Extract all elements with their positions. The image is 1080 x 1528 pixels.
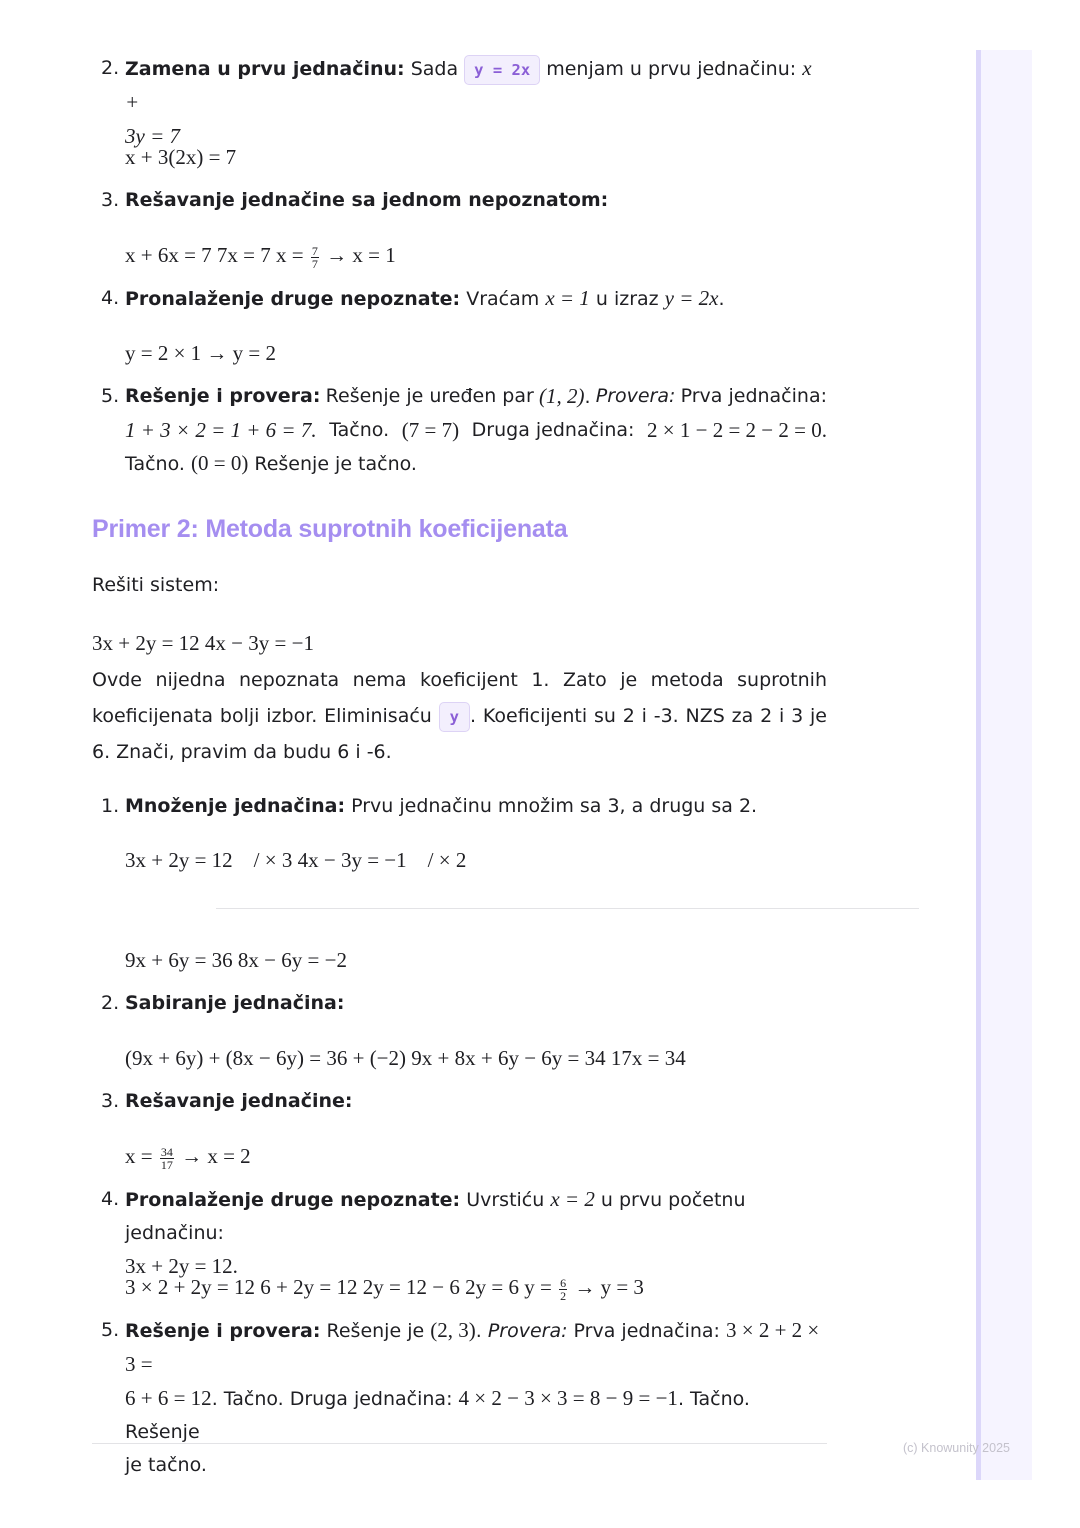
step-text: Rešenje je tačno. <box>254 453 417 475</box>
inline-math: x = 2 <box>550 1187 595 1211</box>
step-text: Vraćam <box>466 288 540 310</box>
intro-text: Rešiti sistem: <box>92 574 220 596</box>
inline-math: 1 + 3 × 2 = 1 + 6 = 7. <box>125 418 317 442</box>
step-number: 3. <box>101 1090 120 1112</box>
denominator: 2 <box>560 1288 567 1303</box>
step-title: Zamena u prvu jednačinu: <box>125 58 405 80</box>
fraction <box>559 1277 567 1302</box>
inline-math: 6 + 6 = 12 <box>125 1386 212 1410</box>
ex2-step-5 <box>92 1314 827 1482</box>
inline-code: y <box>439 702 470 732</box>
step-text: Tačno. <box>329 419 390 441</box>
right-sidebar-panel <box>976 50 1032 1480</box>
step-text: u prvu početnu jednačinu: <box>125 1189 746 1244</box>
math-part: → y = 3 <box>574 1275 644 1299</box>
step-title: Rešenje i provera: <box>125 1320 321 1342</box>
inline-math: 2 × 1 − 2 = 2 − 2 = 0. <box>647 418 827 442</box>
math-part: x + 6x = 7 7x = 7 x = <box>125 243 304 267</box>
math-equation: y = 2 × 1 → y = 2 <box>125 341 277 365</box>
step-title: Rešenje i provera: <box>125 385 321 407</box>
step-text: . Tačno. Rešenje <box>125 1388 750 1443</box>
step-text: je tačno. <box>125 1454 207 1476</box>
italic-text: Provera: <box>487 1320 568 1342</box>
step-number: 2. <box>101 992 120 1014</box>
inline-math: 3 × 2 + 2 × 3 = <box>125 1318 820 1376</box>
ex2-step-3 <box>92 1085 827 1118</box>
step-text: Prvu jednačinu množim sa 3, a drugu sa 2. <box>351 795 758 817</box>
inline-math: 3y = 7 <box>125 124 180 148</box>
step-number: 4. <box>101 1188 120 1210</box>
step-title: Množenje jednačina: <box>125 795 346 817</box>
paragraph-text: . Koeficijenti su 2 i -3. NZS za 2 i 3 je 6. Znači, pravim da budu 6 i -6. <box>92 705 827 763</box>
numerator: 6 <box>560 1275 567 1290</box>
step-text: menjam u prvu jednačinu: <box>546 58 797 80</box>
step-text: . <box>718 288 725 310</box>
math-equation: 9x + 6y = 36 8x − 6y = −2 <box>125 948 347 972</box>
math-equation: x + 3(2x) = 7 <box>125 145 237 169</box>
math-part: → x = 2 <box>181 1144 251 1168</box>
numerator: 7 <box>311 243 318 258</box>
bottom-divider <box>92 1443 827 1444</box>
italic-text: Provera: <box>595 385 676 407</box>
inline-math: (2, 3) <box>430 1318 476 1342</box>
ex2-step-2 <box>92 987 827 1020</box>
step-number: 4. <box>101 287 120 309</box>
step-title: Pronalaženje druge nepoznate: <box>125 288 461 310</box>
inline-math: 3x + 2y = 12. <box>125 1254 238 1278</box>
inline-code: y = 2x <box>464 55 540 85</box>
step-text: Druga jednačina: <box>471 419 635 441</box>
step-text: u izraz <box>595 288 659 310</box>
step-text: Rešenje je <box>326 1320 425 1342</box>
inline-math: 4 × 2 − 3 × 3 = 8 − 9 = −1 <box>458 1386 678 1410</box>
section-heading: Primer 2: Metoda suprotnih koeficijenata <box>92 515 568 543</box>
math-equation <box>125 1141 251 1171</box>
step-text: Sada <box>410 58 459 80</box>
math-equation: (9x + 6y) + (8x − 6y) = 36 + (−2) 9x + 8x + 6y − 6y = 34 17x = 34 <box>125 1046 686 1070</box>
ex1-step-3 <box>92 184 827 217</box>
math-equation <box>125 1272 644 1302</box>
math-part: 3 × 2 + 2y = 12 6 + 2y = 12 2y = 12 − 6 2y = 6 y = <box>125 1275 552 1299</box>
math-equation <box>125 240 396 270</box>
step-title: Rešavanje jednačine: <box>125 1090 353 1112</box>
divider <box>216 908 919 909</box>
ex1-step-4 <box>92 282 827 316</box>
fraction <box>160 1146 174 1171</box>
step-title: Rešavanje jednačine sa jednom nepoznatom: <box>125 189 609 211</box>
ex1-step-5 <box>92 380 827 481</box>
explanation-paragraph <box>92 662 827 770</box>
step-number: 1. <box>101 795 120 817</box>
inline-math: y = 2x <box>664 286 719 310</box>
ex2-step-1 <box>92 790 827 823</box>
step-text: . Tačno. Druga jednačina: <box>211 1388 453 1410</box>
step-title: Sabiranje jednačina: <box>125 992 345 1014</box>
step-text: Tačno. <box>125 453 185 475</box>
step-number: 2. <box>101 57 120 79</box>
step-number: 5. <box>101 1319 120 1341</box>
denominator: 7 <box>311 256 318 271</box>
step-number: 3. <box>101 189 120 211</box>
ex1-step-2 <box>92 52 827 154</box>
paragraph-text: Ovde nijedna nepoznata nema koeficijent 1. Zato je metoda suprotnih koeficijenata bolji izbor. Eliminisaću <box>92 669 827 727</box>
math-equation: 3x + 2y = 12 / × 3 4x − 3y = −1 / × 2 <box>125 848 467 872</box>
system-equations: 3x + 2y = 12 4x − 3y = −1 <box>92 631 314 655</box>
step-text: . <box>475 1320 482 1342</box>
inline-math: (0 = 0) <box>190 451 249 475</box>
math-part: x = <box>125 1144 153 1168</box>
step-number: 5. <box>101 385 120 407</box>
step-text: Prva jednačina: <box>680 385 827 407</box>
step-title: Pronalaženje druge nepoznate: <box>125 1189 461 1211</box>
fraction <box>311 245 319 270</box>
step-text: Prva jednačina: <box>573 1320 720 1342</box>
inline-math: x + <box>125 56 812 114</box>
inline-math: x = 1 <box>545 286 590 310</box>
step-text: Uvrstiću <box>466 1189 545 1211</box>
math-part: → x = 1 <box>326 243 396 267</box>
ex2-step-4 <box>92 1183 827 1284</box>
numerator: 34 <box>160 1144 173 1159</box>
denominator: 17 <box>160 1157 173 1172</box>
inline-math: (7 = 7) <box>401 418 460 442</box>
step-text: Rešenje je uređen par <box>325 385 534 407</box>
inline-math: (1, 2) <box>539 384 585 408</box>
step-text: . <box>584 386 591 408</box>
copyright-footer: (c) Knowunity 2025 <box>902 1441 1010 1455</box>
